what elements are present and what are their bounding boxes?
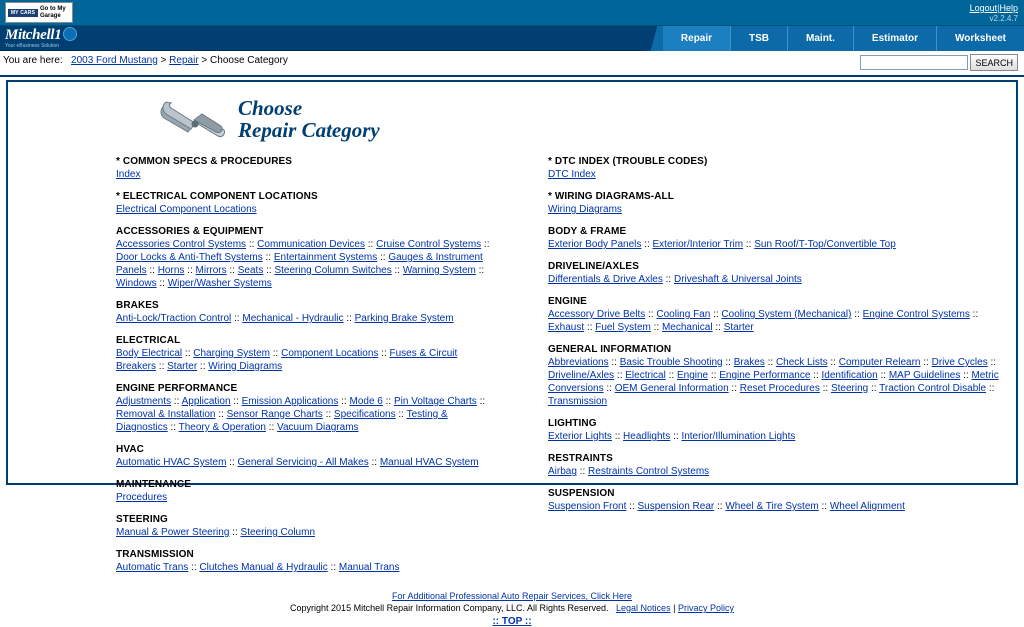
link-separator: :: [377, 252, 389, 263]
category-link[interactable]: Gauges & Instrument Panels [116, 252, 483, 276]
link-separator: :: [641, 239, 653, 250]
category-heading: DRIVELINE/AXLES [548, 261, 639, 272]
brand-bar [0, 26, 1024, 51]
category-link[interactable]: Metric Conversions [548, 370, 999, 394]
brand-tagline: Your eBusiness Solution [5, 43, 60, 49]
link-separator: :: [368, 457, 380, 468]
category-link[interactable]: Starter [167, 361, 198, 372]
category-link[interactable]: Reset Procedures [739, 383, 820, 394]
category-link[interactable]: Cooling Fan [656, 309, 711, 320]
category-link[interactable]: Exhaust [548, 322, 585, 333]
category-group [116, 549, 498, 574]
category-heading: STEERING [116, 514, 168, 525]
category-link[interactable]: Exterior/Interior Trim [652, 239, 744, 250]
category-group [548, 226, 1002, 251]
category-link[interactable]: Parking Brake System [354, 313, 454, 324]
category-link[interactable]: Wheel & Tire System [725, 501, 819, 512]
search-box [860, 54, 1018, 71]
category-link[interactable]: Driveshaft & Universal Joints [673, 274, 802, 285]
link-separator: :: [986, 383, 995, 394]
category-heading: GENERAL INFORMATION [548, 344, 672, 355]
category-link-list [548, 430, 1002, 443]
link-separator: :: [868, 383, 880, 394]
category-link[interactable]: Traction Control Disable [879, 383, 987, 394]
category-link[interactable]: Computer Relearn [838, 357, 921, 368]
category-group [116, 335, 498, 373]
link-separator: :: [969, 309, 979, 320]
category-link[interactable]: Removal & Installation [116, 409, 216, 420]
mitchell1-logo [5, 27, 77, 49]
category-link[interactable]: Automatic Trans [116, 562, 189, 573]
category-link[interactable]: Headlights [623, 431, 671, 442]
category-heading: ENGINE [548, 296, 587, 307]
category-group [548, 418, 1002, 443]
category-link[interactable]: Electrical [625, 370, 666, 381]
category-heading: TRANSMISSION [116, 549, 194, 560]
category-link[interactable]: Fuel System [595, 322, 651, 333]
category-group [116, 479, 498, 504]
my-garage-label-line2: Garage [40, 12, 61, 19]
category-heading: RESTRAINTS [548, 453, 613, 464]
link-separator: :: [712, 322, 724, 333]
category-link-list [116, 347, 498, 373]
link-separator: :: [960, 370, 972, 381]
link-separator: :: [365, 239, 377, 250]
category-link[interactable]: OEM General Information [614, 383, 729, 394]
category-heading: HVAC [116, 444, 144, 455]
content-panel [6, 80, 1018, 627]
help-link[interactable]: Help [999, 3, 1018, 13]
category-group [116, 226, 498, 290]
link-separator: :: [269, 348, 282, 359]
brand-name: Mitchell [5, 27, 55, 43]
category-link-list [116, 456, 498, 469]
link-separator: :: [987, 357, 997, 368]
category-link[interactable]: Accessories Control Systems [116, 239, 247, 250]
category-link[interactable]: Wheel Alignment [829, 501, 905, 512]
category-link[interactable]: Sun Roof/T-Top/Convertible Top [754, 239, 896, 250]
breadcrumb-vehicle-link[interactable]: 2003 Ford Mustang [71, 55, 158, 66]
link-separator: :: [246, 239, 258, 250]
link-separator: :: [226, 265, 238, 276]
link-separator: :: [229, 527, 241, 538]
category-link[interactable]: Engine Performance [719, 370, 811, 381]
category-group [116, 156, 498, 181]
category-link-list [548, 238, 1002, 251]
category-group [548, 453, 1002, 478]
category-link[interactable]: Sensor Range Charts [226, 409, 323, 420]
page-title-line1: Choose [238, 96, 303, 120]
category-link[interactable]: Check Lists [775, 357, 828, 368]
link-separator: :: [710, 309, 722, 320]
category-link[interactable]: Mechanical - Hydraulic [242, 313, 344, 324]
link-separator: :: [611, 431, 624, 442]
category-group [548, 156, 1002, 181]
link-separator: :: [626, 501, 638, 512]
legal-notices-link[interactable]: Legal Notices [616, 603, 671, 613]
category-heading: * WIRING DIAGRAMS-ALL [548, 191, 674, 202]
category-link[interactable]: Wiper/Washer Systems [167, 278, 272, 289]
page-title-block [8, 90, 1016, 148]
panel-footer [8, 584, 1016, 627]
category-link[interactable]: Body Electrical [116, 348, 183, 359]
link-separator: :: [231, 313, 243, 324]
category-link[interactable]: Testing & Diagnostics [116, 409, 448, 433]
link-separator: :: [603, 383, 615, 394]
page-title-line2: Repair Category [238, 118, 380, 142]
category-link[interactable]: Communication Devices [257, 239, 365, 250]
tab-repair[interactable]: Repair [663, 26, 730, 51]
link-separator: :: [614, 370, 626, 381]
category-link[interactable]: Suspension Rear [637, 501, 715, 512]
link-separator: :: [827, 357, 839, 368]
category-link[interactable]: Airbag [548, 466, 577, 477]
category-heading: BODY & FRAME [548, 226, 627, 237]
left-column [8, 156, 512, 584]
link-separator: :: [382, 396, 394, 407]
category-link[interactable]: Engine [676, 370, 709, 381]
category-link[interactable]: Entertainment Systems [273, 252, 378, 263]
category-heading: * COMMON SPECS & PROCEDURES [116, 156, 293, 167]
link-separator: :: [188, 562, 200, 573]
category-link-list [548, 356, 1002, 408]
category-link[interactable]: Accessory Drive Belts [548, 309, 646, 320]
category-link[interactable]: Electrical Component Locations [116, 204, 257, 215]
category-link[interactable]: Windows [116, 278, 157, 289]
link-separator: :: [576, 466, 589, 477]
category-group [116, 514, 498, 539]
category-heading: MAINTENANCE [116, 479, 191, 490]
category-link[interactable]: Suspension Front [548, 501, 627, 512]
tab-estimator[interactable]: Estimator [853, 26, 936, 51]
link-separator: :: [265, 422, 278, 433]
category-link[interactable]: Component Locations [281, 348, 379, 359]
professional-services-link[interactable]: For Additional Professional Auto Repair Services, Click Here [391, 591, 633, 601]
link-separator: :: [481, 239, 490, 250]
category-heading: ELECTRICAL [116, 335, 181, 346]
link-separator: :: [920, 357, 932, 368]
link-separator: :: [708, 370, 720, 381]
link-separator: :: [584, 322, 596, 333]
breadcrumb-repair-link[interactable]: Repair [169, 55, 199, 66]
category-link[interactable]: Interior/Illumination Lights [681, 431, 796, 442]
category-link-list [116, 395, 498, 434]
category-link[interactable]: Adjustments [116, 396, 172, 407]
link-separator: :: [263, 265, 275, 276]
breadcrumb [3, 55, 288, 66]
category-link[interactable]: Charging System [193, 348, 270, 359]
category-link[interactable]: Engine Control Systems [862, 309, 970, 320]
category-link[interactable]: Application [181, 396, 231, 407]
breadcrumb-sep-2: > [201, 55, 208, 66]
category-link[interactable]: Brakes [733, 357, 765, 368]
category-link[interactable]: Wiring Diagrams [208, 361, 283, 372]
link-separator: :: [338, 396, 350, 407]
category-link[interactable]: Basic Trouble Shooting [619, 357, 723, 368]
link-separator: :: [650, 322, 662, 333]
link-separator: :: [810, 370, 822, 381]
category-link[interactable]: Horns [157, 265, 185, 276]
category-link[interactable]: Clutches Manual & Hydraulic [199, 562, 328, 573]
category-link[interactable]: Identification [821, 370, 878, 381]
link-separator: :: [608, 357, 620, 368]
category-link-list [116, 526, 498, 539]
category-link[interactable]: Vacuum Diagrams [277, 422, 359, 433]
link-separator: :: [476, 396, 486, 407]
page-body [0, 77, 1024, 627]
category-link[interactable]: Anti-Lock/Traction Control [116, 313, 232, 324]
category-heading: * DTC INDEX (TROUBLE CODES) [548, 156, 708, 167]
category-group [116, 191, 498, 216]
category-link[interactable]: Warning System [402, 265, 476, 276]
category-link[interactable]: Manual Trans [338, 562, 400, 573]
right-column [512, 156, 1016, 584]
category-link-list [116, 491, 498, 504]
category-link-list [116, 168, 498, 181]
category-link[interactable]: Drive Cycles [931, 357, 988, 368]
link-separator: :: [475, 265, 485, 276]
category-link-list [548, 168, 1002, 181]
category-heading: ENGINE PERFORMANCE [116, 383, 238, 394]
link-separator: :: [230, 396, 242, 407]
link-separator: :: [877, 370, 889, 381]
search-input[interactable] [860, 55, 968, 70]
category-link[interactable]: Driveline/Axles [548, 370, 615, 381]
copyright-text: Copyright 2015 Mitchell Repair Information Company, LLC. All Rights Reserved. [290, 603, 609, 613]
my-cars-logo: MY CARS [8, 9, 38, 17]
category-link-list [548, 203, 1002, 216]
tab-tsb[interactable]: TSB [730, 26, 787, 51]
category-link-list [116, 238, 498, 290]
top-bar [0, 0, 1024, 26]
category-group [116, 383, 498, 434]
category-link[interactable]: General Servicing - All Makes [237, 457, 369, 468]
link-separator: :: [146, 265, 158, 276]
link-separator: :: [197, 361, 209, 372]
link-separator: :: [378, 348, 390, 359]
back-to-top-link[interactable]: :: TOP :: [492, 616, 532, 627]
category-group [548, 261, 1002, 286]
wrench-icon [158, 96, 230, 142]
category-link[interactable]: Starter [723, 322, 754, 333]
category-link[interactable]: Specifications [333, 409, 396, 420]
footer-sep: | [673, 603, 676, 613]
link-separator: :: [645, 309, 657, 320]
category-link[interactable]: Wiring Diagrams [548, 204, 622, 215]
link-separator: :: [395, 409, 407, 420]
link-separator: :: [262, 252, 274, 263]
category-heading: SUSPENSION [548, 488, 615, 499]
nav-slant-decoration [645, 26, 663, 51]
category-link-list [116, 203, 498, 216]
category-link[interactable]: Automatic HVAC System [116, 457, 227, 468]
category-heading: BRAKES [116, 300, 159, 311]
category-heading: ACCESSORIES & EQUIPMENT [116, 226, 264, 237]
link-separator: :: [851, 309, 863, 320]
category-link-list [548, 273, 1002, 286]
category-link[interactable]: Mode 6 [349, 396, 383, 407]
brand-name-suffix: 1 [54, 27, 62, 43]
link-separator: :: [670, 431, 682, 442]
brand-dot-icon [63, 27, 77, 41]
link-separator: :: [818, 501, 830, 512]
category-link[interactable]: Mirrors [195, 265, 227, 276]
link-separator: :: [665, 370, 677, 381]
category-group [548, 191, 1002, 216]
category-link[interactable]: Steering Column Switches [274, 265, 392, 276]
category-link[interactable]: Seats [237, 265, 264, 276]
category-link[interactable]: Abbreviations [548, 357, 609, 368]
link-separator: :: [215, 409, 227, 420]
breadcrumb-row [0, 51, 1024, 77]
logout-link[interactable]: Logout [969, 3, 998, 13]
link-separator: :: [662, 274, 674, 285]
category-heading: * ELECTRICAL COMPONENT LOCATIONS [116, 191, 318, 202]
category-link[interactable]: Theory & Operation [178, 422, 266, 433]
category-link[interactable]: Exterior Lights [548, 431, 612, 442]
link-separator: :: [327, 562, 339, 573]
link-separator: :: [819, 383, 831, 394]
category-link[interactable]: Manual & Power Steering [116, 527, 230, 538]
category-link[interactable]: Procedures [116, 492, 168, 503]
link-separator: :: [728, 383, 740, 394]
link-separator: :: [182, 348, 194, 359]
category-link[interactable]: Pin Voltage Charts [393, 396, 477, 407]
category-link[interactable]: Fuses & Circuit Breakers [116, 348, 458, 372]
category-group [116, 444, 498, 469]
link-separator: :: [226, 457, 238, 468]
search-button[interactable]: SEARCH [970, 54, 1018, 71]
breadcrumb-sep-1: > [160, 55, 167, 66]
link-separator: :: [156, 278, 168, 289]
link-separator: :: [722, 357, 734, 368]
category-heading: LIGHTING [548, 418, 597, 429]
link-separator: :: [391, 265, 403, 276]
top-bar-links [970, 3, 1018, 23]
category-link[interactable]: Cruise Control Systems [376, 239, 482, 250]
link-separator: :: [764, 357, 776, 368]
breadcrumb-current: Choose Category [210, 55, 288, 66]
link-separator: :: [156, 361, 168, 372]
tab-maint[interactable]: Maint. [787, 26, 853, 51]
my-garage-button[interactable] [5, 2, 73, 23]
topbar-link-separator: | [997, 3, 1000, 13]
tab-worksheet[interactable]: Worksheet [936, 26, 1024, 51]
link-separator: :: [322, 409, 334, 420]
category-link[interactable]: Steering Column [240, 527, 316, 538]
version-label: v2.2.4.7 [989, 14, 1018, 23]
category-link[interactable]: Differentials & Drive Axles [548, 274, 663, 285]
category-link[interactable]: Index [116, 169, 141, 180]
category-group [548, 344, 1002, 408]
category-link[interactable]: Exterior Body Panels [548, 239, 642, 250]
category-link[interactable]: Restraints Control Systems [588, 466, 710, 477]
category-link-list [116, 561, 498, 574]
privacy-policy-link[interactable]: Privacy Policy [677, 603, 734, 613]
breadcrumb-prefix: You are here: [3, 55, 63, 66]
category-link-list [548, 465, 1002, 478]
my-garage-label-line1: Go to My [40, 5, 66, 12]
category-link-list [548, 308, 1002, 334]
category-link[interactable]: Door Locks & Anti-Theft Systems [116, 252, 263, 263]
link-separator: :: [714, 501, 726, 512]
category-group [548, 488, 1002, 513]
category-group [116, 300, 498, 325]
main-nav-tabs [645, 26, 1024, 51]
category-columns [8, 148, 1016, 584]
category-group [548, 296, 1002, 334]
category-link[interactable]: Mechanical [661, 322, 713, 333]
category-link-list [116, 312, 498, 325]
category-link[interactable]: Cooling System (Mechanical) [721, 309, 852, 320]
category-link[interactable]: Steering [830, 383, 869, 394]
category-link[interactable]: Manual HVAC System [379, 457, 479, 468]
category-link-list [548, 500, 1002, 513]
link-separator: :: [167, 422, 179, 433]
link-separator: :: [343, 313, 355, 324]
category-link[interactable]: DTC Index [548, 169, 596, 180]
category-link[interactable]: MAP Guidelines [888, 370, 961, 381]
link-separator: :: [171, 396, 182, 407]
category-link[interactable]: Emission Applications [241, 396, 339, 407]
category-link[interactable]: Transmission [548, 396, 608, 407]
link-separator: :: [743, 239, 755, 250]
link-separator: :: [184, 265, 196, 276]
